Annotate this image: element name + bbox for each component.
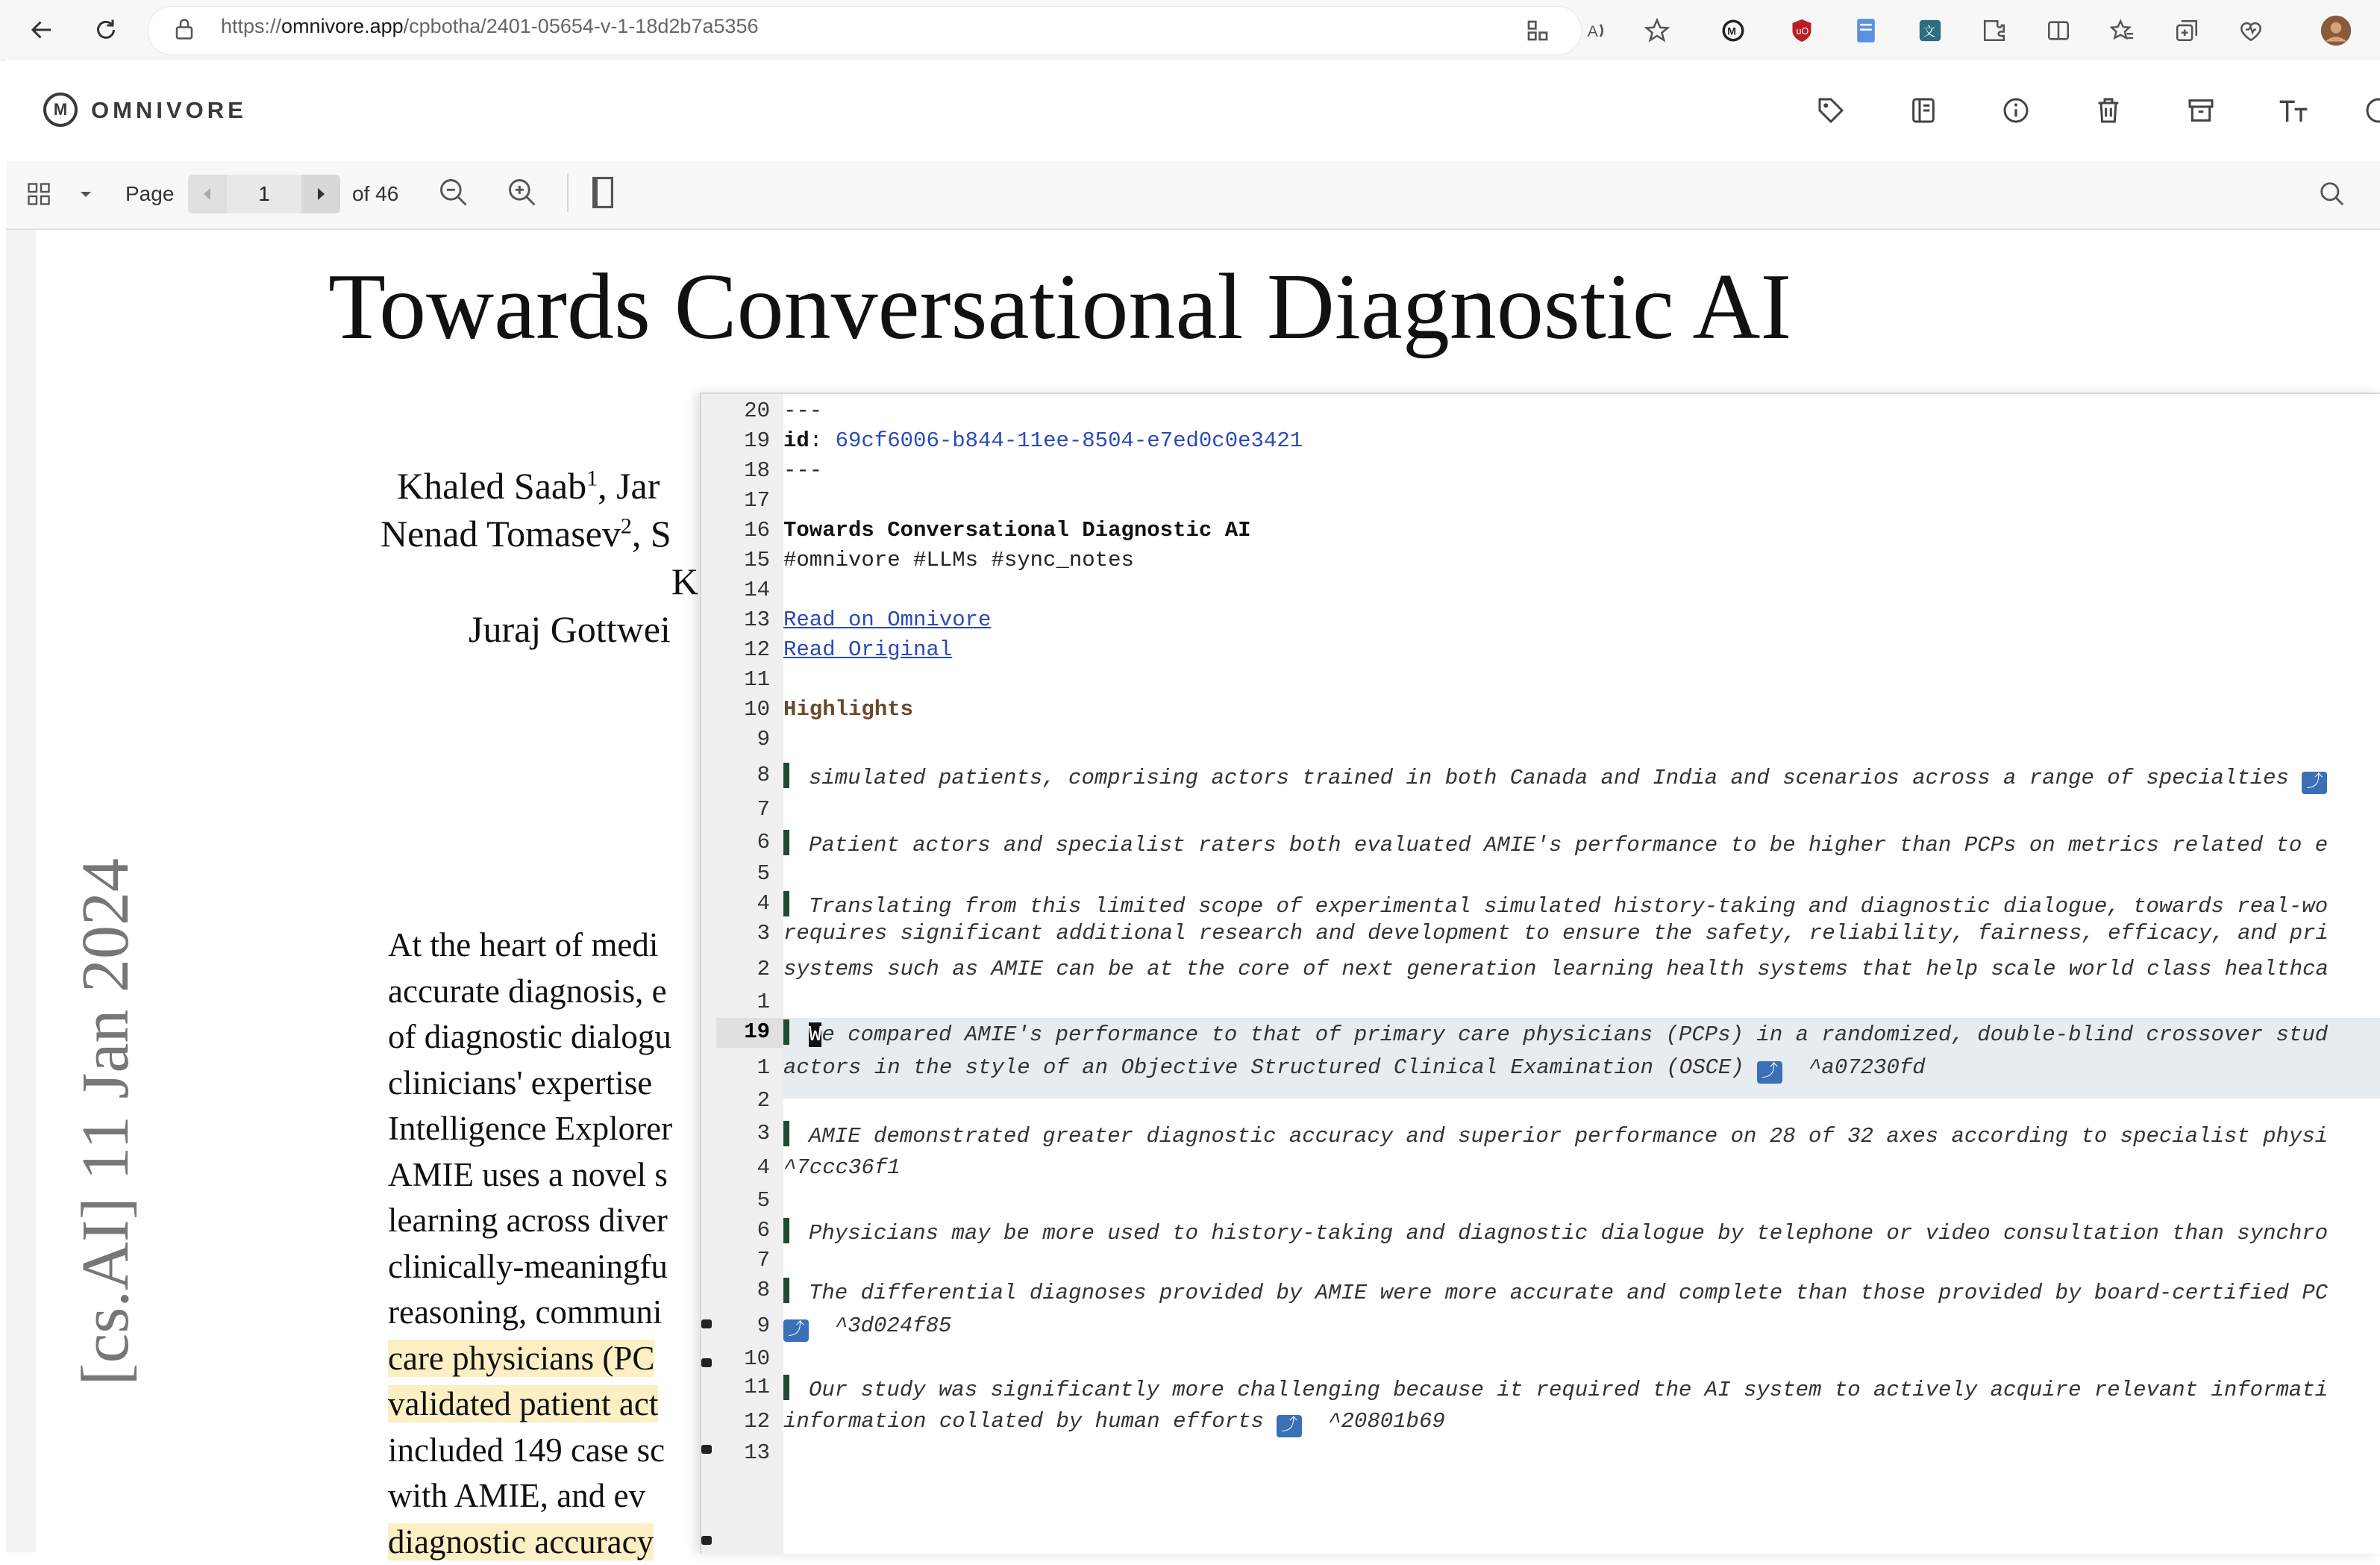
info-icon[interactable] bbox=[1995, 90, 2037, 131]
read-aloud-icon[interactable] bbox=[1580, 13, 1615, 48]
toolbar-divider bbox=[567, 173, 569, 212]
paper-title: Towards Conversational Diagnostic AI bbox=[328, 254, 1791, 361]
abstract-line: with AMIE, and ev bbox=[388, 1473, 701, 1519]
zoom-out-icon[interactable] bbox=[433, 172, 475, 213]
read-on-omnivore-link[interactable]: Read on Omnivore bbox=[783, 607, 991, 632]
tag-icon[interactable] bbox=[1810, 90, 1852, 131]
highlight-quote[interactable]: Patient actors and specialist raters both evaluated AMIE's performance to be higher than PCPs on metrics related to e bbox=[783, 830, 2328, 858]
line-number-current: 19 bbox=[701, 1019, 770, 1044]
page-number-input[interactable] bbox=[227, 175, 301, 213]
line-number: 13 bbox=[701, 1440, 770, 1465]
line-number: 5 bbox=[701, 861, 770, 886]
url-text[interactable]: https://omnivore.app/cpbotha/2401-05654-v-1-18d2b7a5356 bbox=[221, 15, 759, 38]
abstract-line-highlighted[interactable]: care physicians (PC bbox=[388, 1336, 701, 1382]
abstract-line: accurate diagnosis, e bbox=[388, 969, 701, 1015]
text-cursor: W bbox=[809, 1022, 821, 1047]
line-number: 17 bbox=[701, 488, 770, 513]
line-number: 2 bbox=[701, 957, 770, 981]
svg-text:文: 文 bbox=[1923, 25, 1935, 39]
browser-essentials-icon[interactable] bbox=[2234, 13, 2268, 48]
line-number: 8 bbox=[701, 763, 770, 787]
line-number: 13 bbox=[701, 607, 770, 632]
abstract-line-highlighted[interactable]: validated patient act bbox=[388, 1381, 701, 1428]
abstract-line: clinicians' expertise bbox=[388, 1060, 701, 1107]
trash-icon[interactable] bbox=[2088, 90, 2129, 131]
line-number: 12 bbox=[701, 1409, 770, 1434]
notebook-icon[interactable] bbox=[1903, 90, 1944, 131]
line-number: 12 bbox=[701, 637, 770, 662]
back-arrow-icon[interactable] bbox=[22, 10, 61, 49]
fold-marker-icon[interactable] bbox=[701, 1536, 712, 1545]
highlight-quote-continued[interactable]: requires significant additional research and development to ensure the safety, reliability, fairness, efficacy, and pri bbox=[783, 921, 2329, 946]
chevron-down-icon[interactable] bbox=[75, 184, 97, 206]
app-available-icon[interactable] bbox=[1521, 13, 1555, 48]
line-number: 1 bbox=[701, 990, 770, 1014]
line-number: 15 bbox=[701, 548, 770, 572]
line-number: 11 bbox=[701, 667, 770, 692]
ublock-icon[interactable] bbox=[1785, 13, 1819, 48]
search-icon[interactable] bbox=[2313, 175, 2352, 213]
line-number: 3 bbox=[701, 1121, 770, 1146]
next-page-button[interactable] bbox=[301, 175, 340, 213]
author-line: K bbox=[671, 560, 698, 603]
line-number: 4 bbox=[701, 891, 770, 916]
translate-extension-icon[interactable] bbox=[1913, 13, 1947, 48]
line-number: 3 bbox=[701, 921, 770, 946]
svg-text:M: M bbox=[1727, 26, 1736, 38]
line-number: 14 bbox=[701, 578, 770, 602]
highlight-quote[interactable]: Translating from this limited scope of experimental simulated history-taking and diagnostic dialogue, towards real-wo bbox=[783, 891, 2328, 919]
line-number: 10 bbox=[701, 697, 770, 722]
highlights-heading[interactable]: Highlights bbox=[783, 697, 913, 722]
omnivore-extension-icon[interactable] bbox=[1716, 13, 1750, 48]
highlight-quote-current[interactable]: We compared AMIE's performance to that of primary care physicians (PCPs) in a randomized, double-blind crossover stud bbox=[783, 1019, 2328, 1047]
line-number: 4 bbox=[701, 1155, 770, 1180]
highlight-quote[interactable]: AMIE demonstrated greater diagnostic accuracy and superior performance on 28 of 32 axes according to specialist physi bbox=[783, 1121, 2328, 1149]
line-number: 10 bbox=[701, 1346, 770, 1371]
line-number: 9 bbox=[701, 1313, 770, 1338]
line-number: 2 bbox=[701, 1088, 770, 1113]
pdf-page-margin bbox=[6, 230, 36, 1552]
abstract-text bbox=[388, 922, 701, 1565]
split-screen-icon[interactable] bbox=[2041, 13, 2076, 48]
line-number: 6 bbox=[701, 1218, 770, 1243]
zoom-in-icon[interactable] bbox=[501, 172, 543, 213]
abstract-line: Intelligence Explorer bbox=[388, 1106, 701, 1152]
block-anchor[interactable]: ^7ccc36f1 bbox=[783, 1155, 901, 1180]
extensions-puzzle-icon[interactable] bbox=[1977, 13, 2011, 48]
author-line: Juraj Gottwei bbox=[469, 607, 671, 651]
author-line: Khaled Saab$^1$, Jar bbox=[397, 464, 660, 507]
collections-icon[interactable] bbox=[2170, 13, 2204, 48]
previous-page-button[interactable] bbox=[188, 175, 227, 213]
abstract-line: AMIE uses a novel s bbox=[388, 1152, 701, 1199]
abstract-line: included 149 case sc bbox=[388, 1428, 701, 1474]
highlight-quote[interactable]: Physicians may be more used to history-taking and diagnostic dialogue by telephone or video consultation than synchro bbox=[783, 1218, 2328, 1246]
document-extension-icon[interactable] bbox=[1849, 13, 1883, 48]
highlight-quote-continued[interactable]: systems such as AMIE can be at the core of next generation learning health systems that help scale world class healthca bbox=[783, 957, 2329, 981]
refresh-icon[interactable] bbox=[87, 10, 125, 49]
frontmatter-delimiter[interactable]: --- bbox=[783, 399, 822, 423]
arxiv-stamp: [cs.AI] 11 Jan 2024 bbox=[67, 858, 157, 1545]
highlight-quote-continued[interactable]: actors in the style of an Objective Structured Clinical Examination (OSCE) ⤴ ^a07230fd bbox=[783, 1055, 1926, 1084]
line-number: 7 bbox=[701, 797, 770, 822]
notes-editor[interactable] bbox=[700, 393, 2380, 1554]
line-number: 6 bbox=[701, 830, 770, 855]
line-number: 19 bbox=[701, 428, 770, 453]
frontmatter-id[interactable]: id: 69cf6006-b844-11ee-8504-e7ed0c0e3421 bbox=[783, 428, 1303, 453]
omnivore-logo-icon[interactable]: M bbox=[43, 93, 78, 127]
author-line: Nenad Tomasev$^2$, S bbox=[381, 512, 671, 555]
abstract-line: learning across diver bbox=[388, 1198, 701, 1244]
abstract-line: At the heart of medi bbox=[388, 922, 701, 969]
text-size-icon[interactable] bbox=[2273, 90, 2314, 131]
highlight-quote[interactable]: simulated patients, comprising actors trained in both Canada and India and scenarios across a range of specialties ⤴ bbox=[783, 763, 2327, 794]
profile-avatar[interactable] bbox=[2319, 13, 2353, 48]
highlight-quote[interactable]: The differential diagnoses provided by AMIE were more accurate and complete than those provided by board-certified PC bbox=[783, 1278, 2328, 1305]
line-number: 1 bbox=[701, 1055, 770, 1080]
frontmatter-delimiter[interactable]: --- bbox=[783, 458, 822, 483]
line-number: 18 bbox=[701, 458, 770, 483]
block-anchor[interactable]: ⤴ ^3d024f85 bbox=[783, 1313, 951, 1342]
lock-icon[interactable] bbox=[173, 16, 195, 46]
line-number: 16 bbox=[701, 518, 770, 543]
line-number: 11 bbox=[701, 1375, 770, 1399]
abstract-line: clinically-meaningfu bbox=[388, 1244, 701, 1290]
svg-text:uO: uO bbox=[1797, 26, 1809, 37]
abstract-line: of diagnostic dialogu bbox=[388, 1014, 701, 1060]
line-number: 7 bbox=[701, 1248, 770, 1272]
line-number: 20 bbox=[701, 399, 770, 423]
note-title[interactable]: Towards Conversational Diagnostic AI bbox=[783, 518, 1251, 543]
abstract-line: reasoning, communi bbox=[388, 1290, 701, 1336]
line-number: 8 bbox=[701, 1278, 770, 1302]
svg-text:A: A bbox=[1588, 22, 1599, 40]
line-number: 5 bbox=[701, 1188, 770, 1213]
highlight-quote-continued[interactable]: information collated by human efforts ⤴ ^20801b69 bbox=[783, 1409, 1445, 1437]
app-logo-text[interactable]: OMNIVORE bbox=[91, 97, 247, 124]
more-options-icon[interactable] bbox=[2358, 90, 2380, 131]
abstract-line-highlighted[interactable]: diagnostic accuracy bbox=[388, 1519, 701, 1565]
thumbnails-grid-icon[interactable] bbox=[22, 178, 55, 210]
note-tags[interactable]: #omnivore #LLMs #sync_notes bbox=[783, 548, 1134, 572]
page-total: of 46 bbox=[352, 182, 398, 206]
favorite-star-icon[interactable] bbox=[1640, 13, 1674, 48]
read-original-link[interactable]: Read Original bbox=[783, 637, 952, 662]
page-label: Page bbox=[125, 182, 174, 206]
favorites-icon[interactable] bbox=[2105, 13, 2140, 48]
line-number: 9 bbox=[701, 727, 770, 752]
page-view-icon[interactable] bbox=[582, 172, 624, 213]
highlight-quote[interactable]: Our study was significantly more challenging because it required the AI system to actively acquire relevant informati bbox=[783, 1375, 2328, 1402]
archive-icon[interactable] bbox=[2180, 90, 2222, 131]
